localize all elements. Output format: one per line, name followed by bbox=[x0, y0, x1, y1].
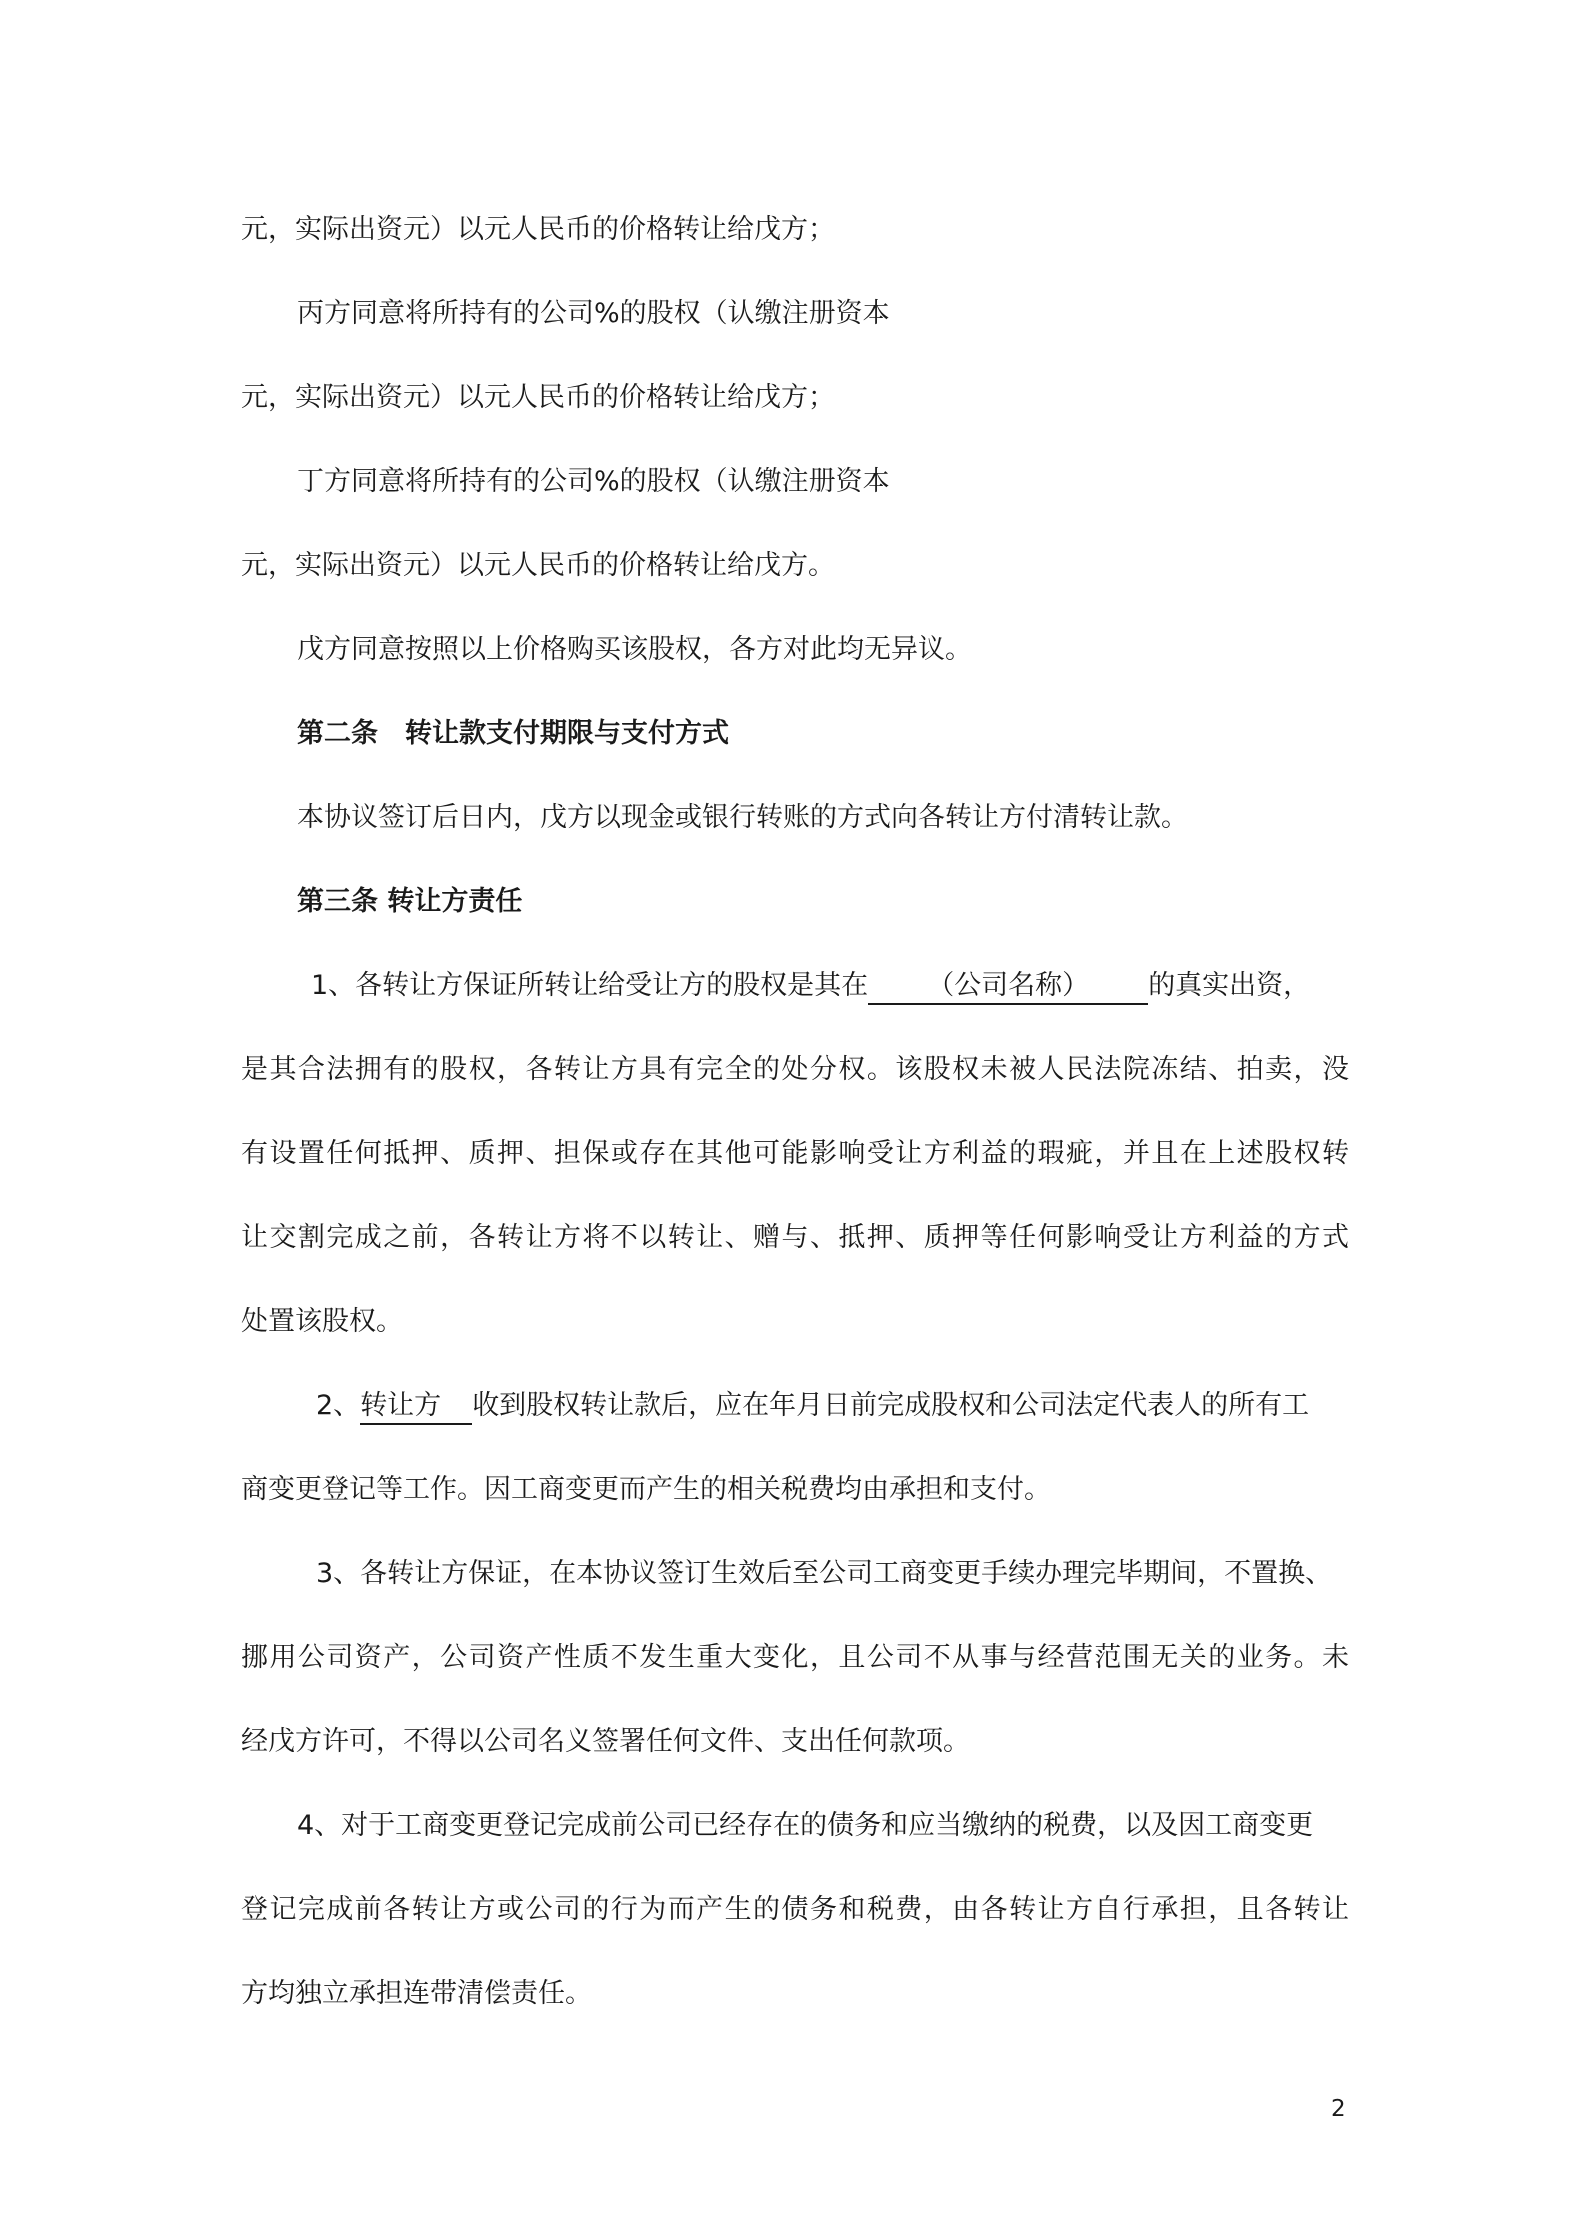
clause-2-text-after: 收到股权转让款后，应在年月日前完成股权和公司法定代表人的所有工 bbox=[472, 1390, 1310, 1421]
paragraph-line: 本协议签订后日内，戊方以现金或银行转账的方式向各转让方付清转让款。 bbox=[297, 802, 1188, 833]
paragraph-line: 方均独立承担连带清偿责任。 bbox=[241, 1978, 592, 2009]
section-heading: 第二条 转让款支付期限与支付方式 bbox=[297, 718, 729, 749]
transferor-blank: 转让方 bbox=[360, 1389, 472, 1425]
paragraph-line: 4、对于工商变更登记完成前公司已经存在的债务和应当缴纳的税费，以及因工商变更 bbox=[297, 1810, 1314, 1841]
paragraph-line: 让交割完成之前，各转让方将不以转让、赠与、抵押、质押等任何影响受让方利益的方式 bbox=[241, 1222, 1349, 1253]
clause-1-text-before: 1、各转让方保证所转让给受让方的股权是其在 bbox=[311, 970, 869, 1001]
clause-2-text-before: 2、 bbox=[316, 1390, 361, 1421]
paragraph-line: 商变更登记等工作。因工商变更而产生的相关税费均由承担和支付。 bbox=[241, 1474, 1051, 1505]
paragraph-line: 经戊方许可，不得以公司名义签署任何文件、支出任何款项。 bbox=[241, 1726, 970, 1757]
company-name-blank: （公司名称） bbox=[868, 969, 1148, 1005]
paragraph-line: 元，实际出资元）以元人民币的价格转让给戊方。 bbox=[241, 550, 835, 581]
paragraph-line: 处置该股权。 bbox=[241, 1306, 403, 1337]
paragraph-line: 元，实际出资元）以元人民币的价格转让给戊方； bbox=[241, 382, 835, 413]
paragraph-line: 3、各转让方保证，在本协议签订生效后至公司工商变更手续办理完毕期间，不置换、 bbox=[316, 1558, 1333, 1589]
clause-2-line bbox=[316, 1386, 1309, 1426]
page-number: 2 bbox=[1331, 2096, 1346, 2122]
paragraph-line: 丙方同意将所持有的公司%的股权（认缴注册资本 bbox=[297, 298, 890, 329]
clause-1-text-after: 的真实出资， bbox=[1148, 970, 1311, 1001]
paragraph-line: 元，实际出资元）以元人民币的价格转让给戊方； bbox=[241, 214, 835, 245]
paragraph-line: 丁方同意将所持有的公司%的股权（认缴注册资本 bbox=[297, 466, 890, 497]
paragraph-line: 挪用公司资产，公司资产性质不发生重大变化，且公司不从事与经营范围无关的业务。未 bbox=[241, 1642, 1349, 1673]
section-heading: 第三条 转让方责任 bbox=[297, 886, 523, 917]
paragraph-line: 登记完成前各转让方或公司的行为而产生的债务和税费，由各转让方自行承担，且各转让 bbox=[241, 1894, 1349, 1925]
clause-1-line bbox=[311, 966, 1310, 1006]
paragraph-line: 有设置任何抵押、质押、担保或存在其他可能影响受让方利益的瑕疵，并且在上述股权转 bbox=[241, 1138, 1349, 1169]
paragraph-line: 戊方同意按照以上价格购买该股权，各方对此均无异议。 bbox=[297, 634, 972, 665]
paragraph-line: 是其合法拥有的股权，各转让方具有完全的处分权。该股权未被人民法院冻结、拍卖，没 bbox=[241, 1054, 1349, 1085]
